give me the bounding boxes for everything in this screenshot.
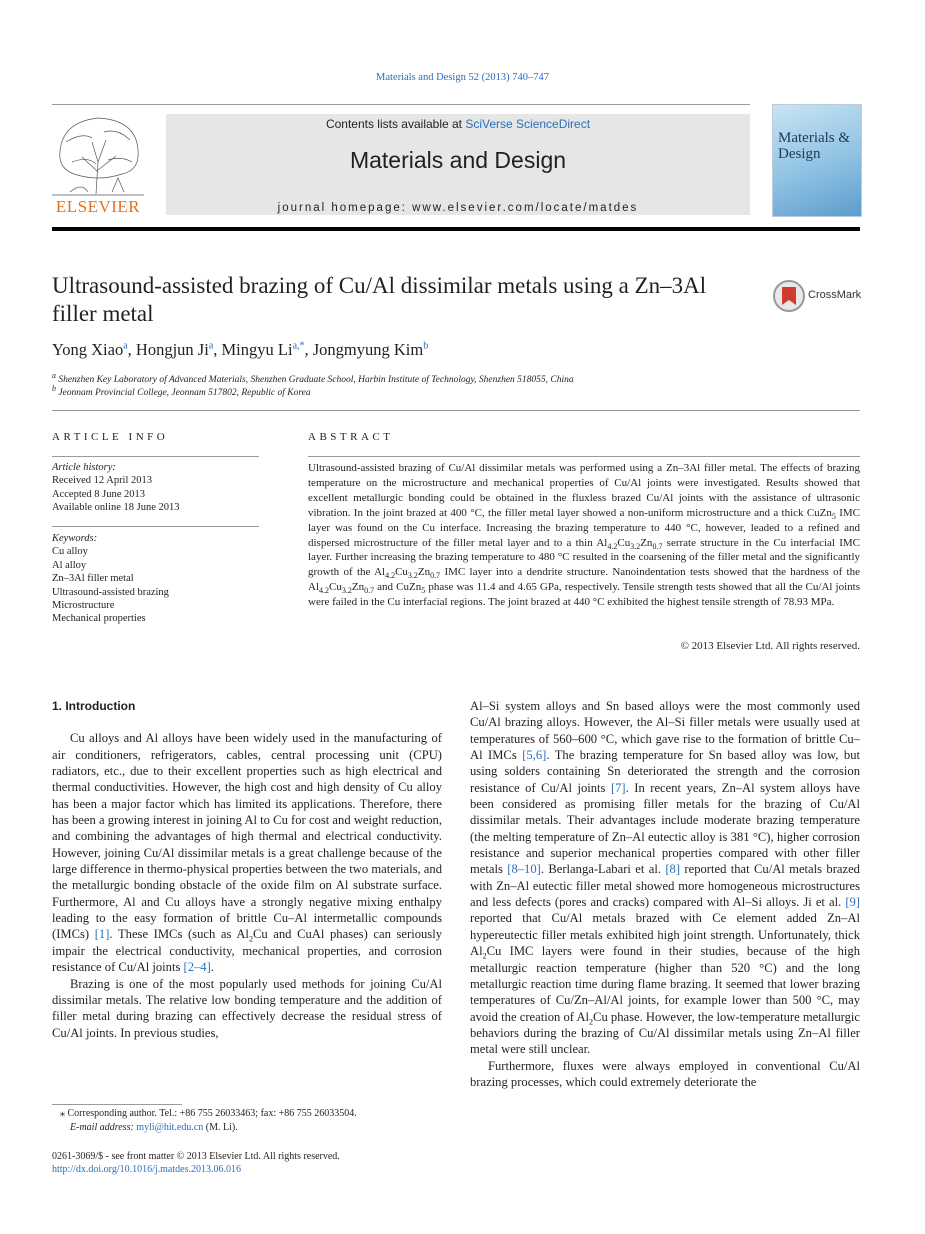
citation-link[interactable]: [1]: [94, 927, 110, 942]
title-rule: [52, 410, 860, 411]
contents-prefix: Contents lists available at: [325, 117, 466, 131]
contents-line: [166, 117, 750, 131]
author-list: Yong Xiao$^a$, Hongjun Ji$^a$, Mingyu $Li^{a,*}$, Jongmyung Kim$^b$: [52, 340, 429, 359]
history-item: Available online 18 June 2013: [52, 502, 180, 514]
abstract-copyright: © 2013 Elsevier Ltd. All rights reserved.: [680, 640, 860, 652]
keyword: Ultrasound-assisted brazing: [52, 586, 169, 598]
header-thick-rule: [52, 227, 860, 231]
citation-link[interactable]: [8]: [665, 862, 681, 877]
citation-link[interactable]: [7]: [610, 780, 626, 795]
keyword: Cu alloy: [52, 546, 88, 558]
cover-title: Materials & Design: [778, 130, 851, 162]
info-rule: [52, 456, 259, 457]
history-item: Accepted 8 June 2013: [52, 488, 146, 500]
author-affil-sup[interactable]: a,*: [292, 340, 305, 352]
author-affil-sup[interactable]: a: [208, 340, 214, 352]
affil-text: Jeonnam Provincial College, Jeonnam 517802, Republic of Korea: [58, 388, 311, 399]
author-name[interactable]: Mingyu Li: [221, 340, 293, 359]
body-paragraph: Cu alloys and Al alloys have been widely used in the manufacturing of air conditioners, refrigerators, cables, central processing unit (CPU) radiators, etc., due to their excellent properties such as high electrical and thermal conductivities. However, the high cost and high density of Cu alloy has been a major factor which has limited its applications. Therefore, there has been a growing interest in joining Al to Cu for cost and weight reduction, and combining the advantages of high thermal and electrical conductivity. However, joining Cu/Al dissimilar metals is a great challenge because of the large difference in thermo-physical properties between the two materials, and the metallurgic bonding obstacle of the oxide film on Al substrate surface. Furthermore, Al and Cu alloys have a strongly negative mixing enthalpy leading to the easy formation of brittle Cu–Al intermetallic compounds (IMCs) [1]. These IMCs (such as $Al_2Cu$ and CuAl phases) can seriously impair the electrical conductivity, mechanical properties, and corrosion resistance of Cu/Al joints [2–4].: [52, 731, 442, 975]
header-rule: [52, 104, 750, 105]
journal-title: Materials and Design: [349, 147, 567, 173]
body-column-left: [52, 698, 442, 1041]
body-paragraph: Furthermore, fluxes were always employed in conventional Cu/Al brazing processes, which could extremely deteriorate the: [470, 1058, 860, 1089]
journal-homepage[interactable]: journal homepage: www.elsevier.com/locate/matdes: [277, 202, 639, 214]
body-paragraph: Al–Si system alloys and Sn based alloys were the most commonly used Cu/Al brazing alloys. However, the Al–Si filler metals were usually used at temperatures of 560–600 °C, which gave rise to the formation of brittle Cu–Al IMCs [5,6]. The brazing temperature for Sn based alloy was low, but using solders containing Sn deteriorated the strength and the corrosion resistance of Cu/Al joints [7]. In recent years, Zn–Al system alloys have been considered as promising filler metals for the brazing of Cu/Al dissimilar metals. Their advantages include moderate brazing temperature (the melting temperature of Zn–Al eutectic alloy is 381 °C), higher corrosion resistance and superior mechanical properties compared with other filler metals [8–10]. Berlanga-Labari et al. [8] reported that Cu/Al metals brazed with Zn–Al eutectic filler metal showed more homogeneous microstructures and less defects (pores and cracks) compared with Al–Si alloys. Ji et al. [9] reported that Cu/Al metals brazed with Ce element added Zn–Al hypereutectic filler metals exhibited high joint strength. Unfortunately, thick $Al_2Cu$ IMC layers were found in their studies, because of the high metallurgic reaction temperature (higher than 520 °C) and the long metallurgic reaction time during flame brazing. It seemed that lower brazing temperatures of Cu/Zn–Al/Al joints, for example lower than 500 °C, may avoid the creation of $Al_2Cu$ phase. However, the low-temperature metallurgic behaviors during the brazing of Cu/Al dissimilar metals using Zn–Al filler metal were still unclear.: [470, 699, 860, 1057]
email-label: E-mail address:: [70, 1122, 134, 1133]
author-name[interactable]: Yong Xiao: [52, 340, 124, 359]
asterisk-icon: ⁎: [60, 1108, 68, 1119]
citation-link[interactable]: [5,6]: [522, 748, 547, 763]
footnote: [60, 1107, 357, 1135]
author-name[interactable]: Hongjun Ji: [135, 340, 209, 359]
section-heading: 1. Introduction: [52, 699, 136, 713]
keyword: Zn–3Al filler metal: [52, 573, 134, 585]
body-paragraph: Brazing is one of the most popularly used methods for joining Cu/Al dissimilar metals. The relative low bonding temperature and the addition of filler metal during brazing can effectively decrease the residual stress of Cu/Al joints. In previous studies,: [52, 976, 442, 1040]
body-column-right: [470, 698, 860, 1090]
keywords: [52, 532, 169, 626]
author-affil-sup[interactable]: a: [123, 340, 128, 352]
keyword: Mechanical properties: [52, 613, 146, 625]
affil-sup: b: [52, 384, 56, 393]
journal-citation[interactable]: Materials and Design 52 (2013) 740–747: [376, 72, 549, 83]
author-affil-sup[interactable]: b: [423, 340, 429, 352]
crossmark-label: CrossMark: [808, 289, 862, 301]
history-label: Article history:: [52, 462, 116, 473]
article-history: [52, 461, 180, 515]
article-info-heading: ARTICLE INFO: [52, 431, 169, 443]
info-rule: [52, 526, 259, 527]
abstract-text: Ultrasound-assisted brazing of Cu/Al dissimilar metals was performed using a Zn–3Al filler metal. The effects of brazing temperature on the microstructure and mechanical properties of Cu/Al joints were investigated. Results showed that excellent metallurgic bonding could be obtained in the fluxless brazed Cu/Al joints with the assistance of ultrasonic vibration. In the joint brazed at 400 °C, the filler metal layer showed a non-uniform microstructure and a thick CuZn$_5$ IMC layer was found on the Cu interface. Increasing the brazing temperature to 440 °C, however, leaded to a refined and dispersed microstructure of the filler metal layer and to a thin $Al_{4.2}Cu_{3.2}Zn_{0.7}$ serrate structure in the Cu interfacial IMC layer. Further increasing the brazing temperature to 480 °C resulted in the coarsening of the filler metal and the significantly growth of the $Al_{4.2}Cu_{3.2}Zn_{0.7}$ IMC layer into a dendrite structure. Nanoindentation tests showed that the hardness of the $Al_{4.2}Cu_{3.2}Zn_{0.7}$ and CuZn$_5$ phase was 11.4 and 4.65 GPa, respectively. Tensile strength tests showed that all the Cu/Al joints were failed in the Cu interfacial regions. The joint brazed at 440 °C exhibited the highest tensile strength of 78.93 MPa.: [308, 462, 861, 609]
keyword: Al alloy: [52, 559, 87, 571]
history-item: Received 12 April 2013: [52, 475, 153, 487]
affil-sup: a: [52, 371, 56, 380]
keyword: Microstructure: [52, 600, 115, 612]
sciencedirect-link[interactable]: SciVerse ScienceDirect: [465, 117, 591, 131]
abstract-heading: ABSTRACT: [308, 431, 394, 443]
bottom-info: [52, 1150, 340, 1176]
issn-line: 0261-3069/$ - see front matter © 2013 Elsevier Ltd. All rights reserved.: [52, 1151, 340, 1162]
keywords-label: Keywords:: [52, 533, 98, 544]
publisher-name: ELSEVIER: [55, 197, 141, 216]
abstract-rule: [308, 456, 860, 457]
author-name[interactable]: Jongmyung Kim: [312, 340, 424, 359]
citation-link[interactable]: [9]: [845, 895, 860, 910]
footnote-rule: [52, 1104, 182, 1105]
doi-link[interactable]: http://dx.doi.org/10.1016/j.matdes.2013.06.016: [52, 1164, 241, 1175]
affil-text: Shenzhen Key Laboratory of Advanced Materials, Shenzhen Graduate School, Harbin Institute of Technology, Shenzhen 518055, China: [58, 375, 574, 386]
corresponding-author-note: Corresponding author. Tel.: +86 755 26033463; fax: +86 755 26033504.: [67, 1108, 357, 1119]
crossmark-icon: [772, 279, 806, 313]
email-suffix: (M. Li).: [205, 1122, 238, 1133]
citation-link[interactable]: [2–4]: [183, 960, 211, 975]
email-link[interactable]: myli@hit.edu.cn: [136, 1122, 204, 1133]
paper-title: Ultrasound-assisted brazing of Cu/Al dissimilar metals using a Zn–3Al filler metal: [52, 273, 707, 326]
affiliation-b: [52, 384, 311, 398]
citation-link[interactable]: [8–10]: [507, 862, 541, 877]
